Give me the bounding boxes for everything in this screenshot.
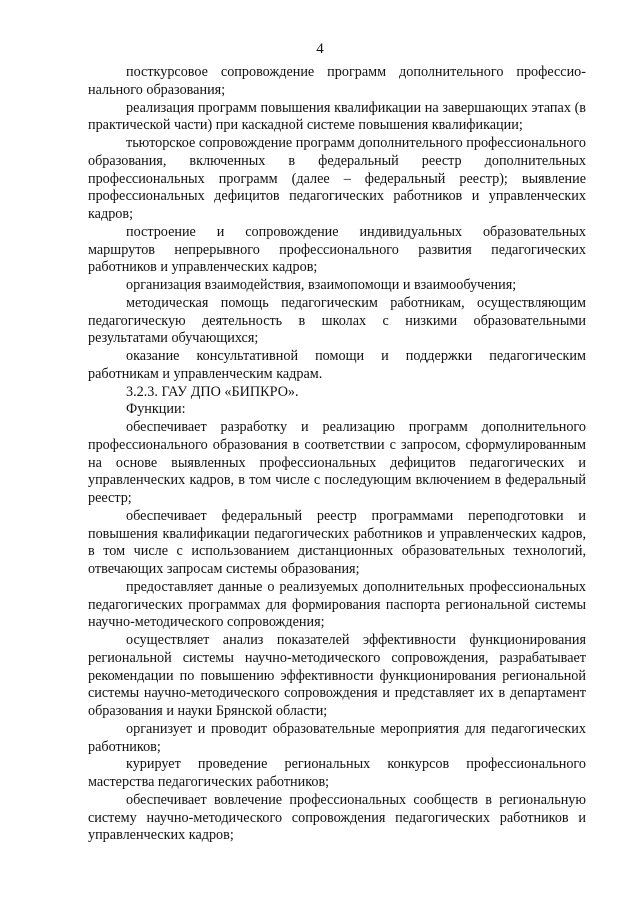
paragraph: методическая помощь педагогическим работникам, осуществляющим педагогическую деятельность в школах с низкими образовательными результатами обучающихся;	[88, 294, 586, 347]
page-number: 4	[316, 41, 324, 57]
paragraph: осуществляет анализ показателей эффективности функционирования региональной системы научно-методического сопровождения, разрабатывает рекомендации по повышению эффективности функционирования региональной системы научно-методического сопровождения и представляет их в департамент образования и науки Брянской области;	[88, 632, 586, 719]
functions-label: Функции:	[126, 401, 186, 418]
paragraph: организация взаимодействия, взаимопомощи и взаимообучения;	[126, 277, 517, 293]
paragraph: обеспечивает вовлечение профессиональных сообществ в региональную систему научно-методического сопровождения педагогических работников и управленческих кадров;	[88, 791, 586, 844]
document-body	[88, 64, 586, 845]
paragraph: предоставляет данные о реализуемых дополнительных профессиональных педагогических программах для формирования паспорта региональной системы научно-методического сопровождения;	[88, 578, 586, 631]
paragraph: организует и проводит образовательные мероприятия для педагогических работников;	[88, 720, 586, 755]
paragraph: обеспечивает разработку и реализацию программ дополнительного профессионального образования в соответствии с запросом, сформулированным на основе выявленных профессиональных дефицитов педагогических и управленческих кадров, в том числе с последующим включением в федеральный реестр;	[88, 419, 586, 506]
paragraph: построение и сопровождение индивидуальных образовательных маршрутов непрерывного профессионального развития педагогических работников и управленческих кадров;	[88, 223, 586, 276]
paragraph: курирует проведение региональных конкурсов профессионального мастерства педагогических работников;	[88, 756, 586, 790]
paragraph: оказание консультативной помощи и поддержки педагогическим работникам и управленческим кадрам.	[88, 348, 586, 382]
section-heading: 3.2.3. ГАУ ДПО «БИПКРО».	[126, 383, 299, 400]
paragraph: обеспечивает федеральный реестр программами переподготовки и повышения квалификации педагогических работников и управленческих кадров, в том числе с использованием дистанционных образовательных технологий, отвечающих запросам системы образования;	[88, 507, 586, 577]
paragraph: посткурсовое сопровождение программ дополнительного профессионального образования;	[88, 64, 586, 98]
paragraph: реализация программ повышения квалификации на завершающих этапах (в практической части) при каскадной системе повышения квалификации;	[88, 99, 586, 134]
paragraph: тьюторское сопровождение программ дополнительного профессионального образования, включенных в федеральный реестр дополнительных профессиональных программ (далее – федеральный реестр); выявление профессиональных дефицитов педагогических работников и управленческих кадров;	[88, 135, 586, 222]
